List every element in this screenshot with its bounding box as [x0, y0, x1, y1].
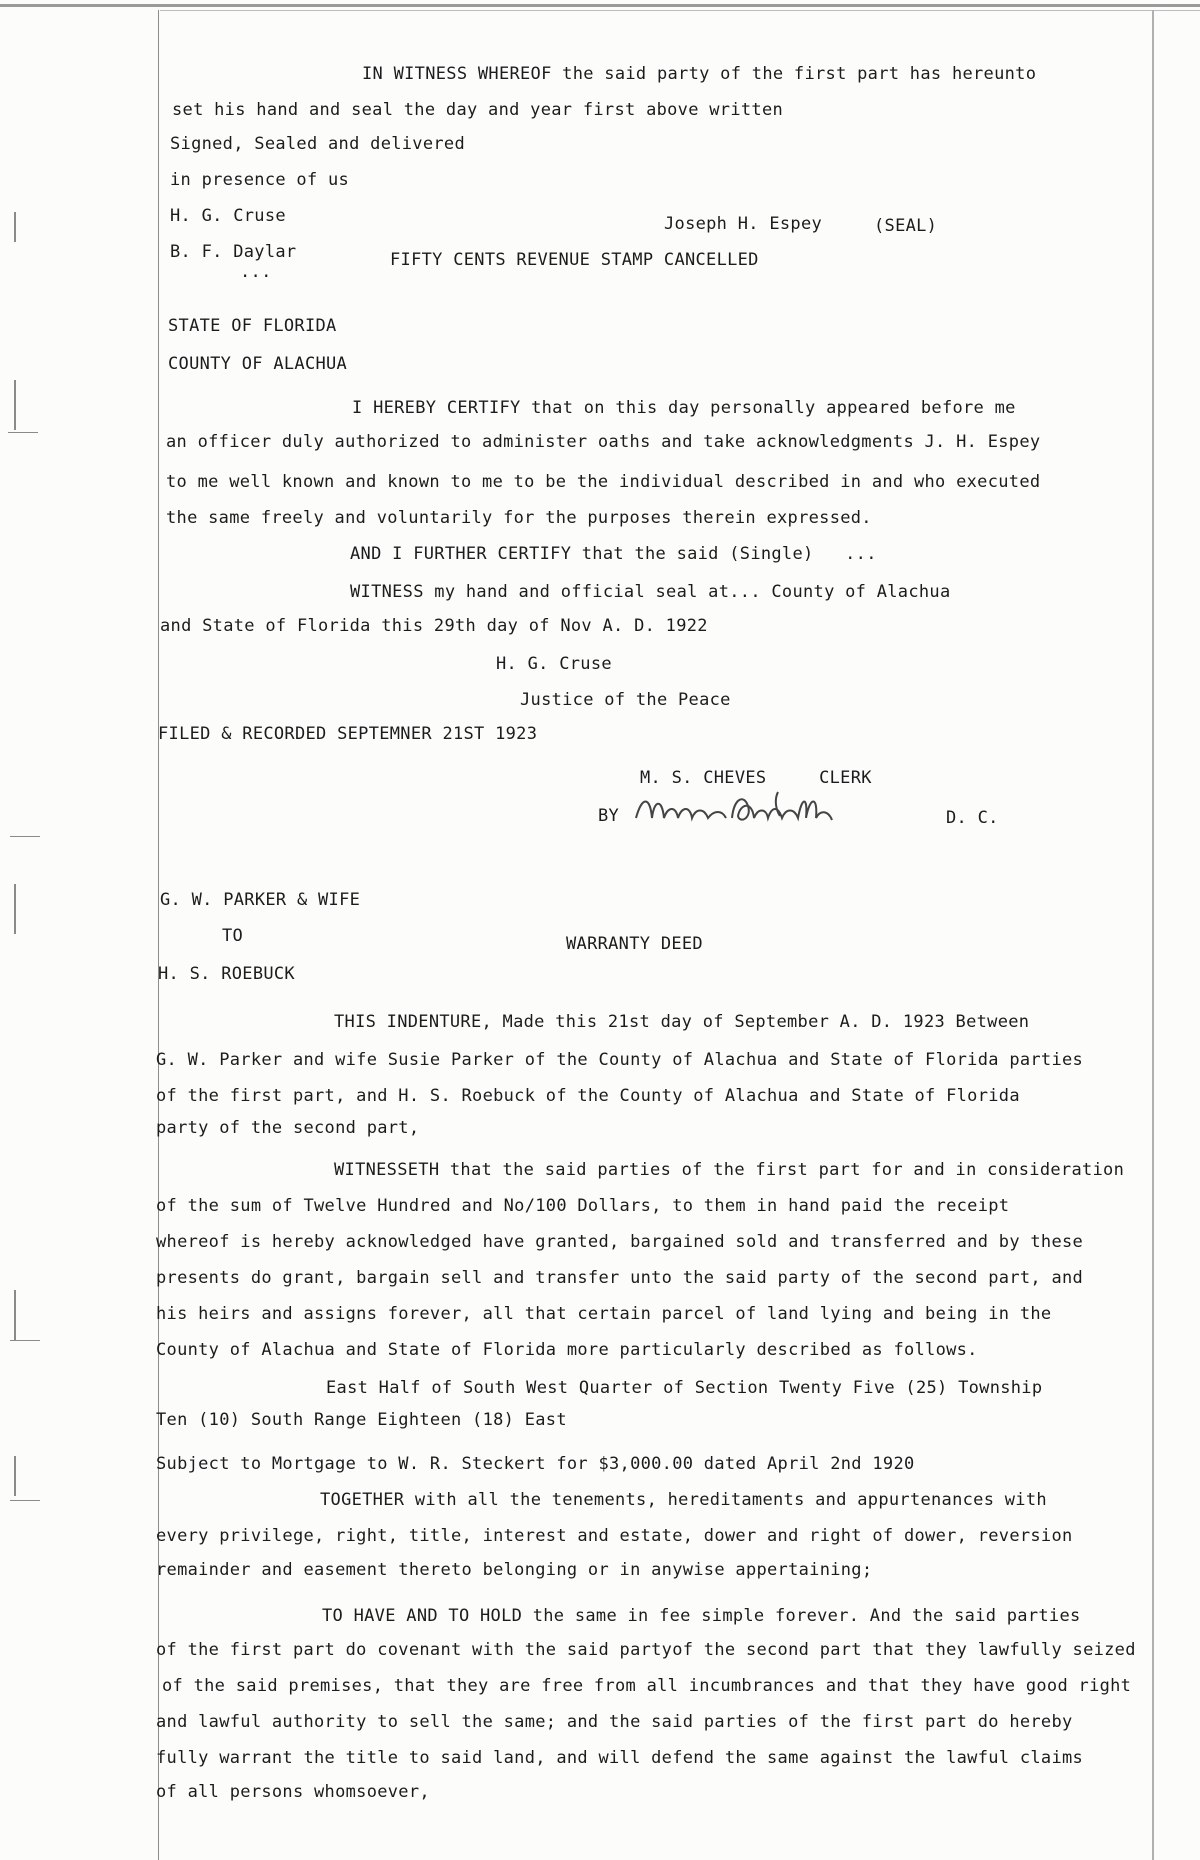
grantee-heading: H. S. ROEBUCK	[158, 964, 295, 984]
margin-mark	[8, 432, 38, 433]
by-label: BY	[598, 806, 620, 826]
deed-p2-line: County of Alachua and State of Florida more particularly described as follows.	[156, 1340, 978, 1360]
left-margin-line	[158, 10, 159, 1860]
deed-p2-line: WITNESSETH that the said parties of the first part for and in consideration	[334, 1160, 1125, 1180]
ack-line-7: and State of Florida this 29th day of Nov A. D. 1922	[160, 616, 708, 636]
margin-mark	[14, 380, 16, 430]
ack-line-4: the same freely and voluntarily for the purposes therein expressed.	[166, 508, 872, 528]
officer-name: H. G. Cruse	[496, 654, 612, 674]
deed-p4-line: remainder and easement thereto belonging or in anywise appertaining;	[156, 1560, 873, 1580]
witness-line-2: set his hand and seal the day and year first above written	[172, 100, 784, 120]
deed-p5-line: of the said premises, that they are free from all incumbrances and that they have good right	[162, 1676, 1132, 1696]
deed-p5-line: and lawful authority to sell the same; and the said parties of the first part do hereby	[156, 1712, 1073, 1732]
top-border	[0, 4, 1200, 7]
deed-p5-line: TO HAVE AND TO HOLD the same in fee simple forever. And the said parties	[322, 1606, 1081, 1626]
grantor-heading: G. W. PARKER & WIFE	[160, 890, 361, 910]
filed-recorded-line: FILED & RECORDED SEPTEMNER 21ST 1923	[158, 724, 538, 744]
deed-p1-line: party of the second part,	[156, 1118, 420, 1138]
witness-name-2: B. F. Daylar	[170, 242, 297, 262]
top-border-thin	[160, 10, 1200, 11]
deed-p5-line: of all persons whomsoever,	[156, 1782, 430, 1802]
margin-mark	[10, 1340, 40, 1341]
deed-p5-line: fully warrant the title to said land, and will defend the same against the lawful claims	[156, 1748, 1084, 1768]
deed-p3-line: Ten (10) South Range Eighteen (18) East	[156, 1410, 567, 1430]
handwritten-signature	[628, 788, 868, 834]
margin-mark	[14, 1456, 16, 1496]
presence-line: in presence of us	[170, 170, 350, 190]
ellipsis-mark: ...	[240, 262, 272, 282]
revenue-stamp-note: FIFTY CENTS REVENUE STAMP CANCELLED	[390, 250, 759, 270]
margin-mark	[14, 212, 16, 242]
ack-line-3: to me well known and known to me to be the individual described in and who executed	[166, 472, 1041, 492]
deed-p1-line: THIS INDENTURE, Made this 21st day of September A. D. 1923 Between	[334, 1012, 1030, 1032]
deed-p3-line: Subject to Mortgage to W. R. Steckert for $3,000.00 dated April 2nd 1920	[156, 1454, 915, 1474]
deed-p2-line: of the sum of Twelve Hundred and No/100 Dollars, to them in hand paid the receipt	[156, 1196, 1010, 1216]
witness-line-1: IN WITNESS WHEREOF the said party of the first part has hereunto	[362, 64, 1037, 84]
county-heading: COUNTY OF ALACHUA	[168, 354, 348, 374]
clerk-line: M. S. CHEVES CLERK	[640, 768, 872, 788]
deed-p1-line: of the first part, and H. S. Roebuck of the County of Alachua and State of Florida	[156, 1086, 1020, 1106]
signer-name: Joseph H. Espey	[664, 214, 823, 234]
deed-p2-line: his heirs and assigns forever, all that certain parcel of land lying and being in the	[156, 1304, 1052, 1324]
deed-p4-line: every privilege, right, title, interest and estate, dower and right of dower, reversion	[156, 1526, 1073, 1546]
dc-label: D. C.	[946, 808, 999, 828]
ack-line-6: WITNESS my hand and official seal at... County of Alachua	[350, 582, 951, 602]
ack-line-1: I HEREBY CERTIFY that on this day personally appeared before me	[352, 398, 1016, 418]
ack-line-2: an officer duly authorized to administer oaths and take acknowledgments J. H. Espey	[166, 432, 1041, 452]
deed-p2-line: presents do grant, bargain sell and transfer unto the said party of the second part, and	[156, 1268, 1084, 1288]
deed-p5-line: of the first part do covenant with the said partyof the second part that they lawfully seized	[156, 1640, 1136, 1660]
to-heading: TO	[222, 926, 244, 946]
seal-label: (SEAL)	[874, 216, 938, 236]
deed-p2-line: whereof is hereby acknowledged have granted, bargained sold and transferred and by these	[156, 1232, 1084, 1252]
signed-sealed-line: Signed, Sealed and delivered	[170, 134, 465, 154]
deed-p1-line: G. W. Parker and wife Susie Parker of the County of Alachua and State of Florida parties	[156, 1050, 1084, 1070]
state-heading: STATE OF FLORIDA	[168, 316, 337, 336]
margin-mark	[14, 884, 16, 934]
deed-p4-line: TOGETHER with all the tenements, hereditaments and appurtenances with	[320, 1490, 1047, 1510]
ack-line-5: AND I FURTHER CERTIFY that the said (Single) ...	[350, 544, 877, 564]
deed-p3-line: East Half of South West Quarter of Section Twenty Five (25) Township	[326, 1378, 1043, 1398]
margin-mark	[10, 836, 40, 837]
margin-mark	[14, 1290, 16, 1340]
margin-mark	[10, 1500, 40, 1501]
right-page-edge	[1152, 10, 1154, 1860]
witness-name-1: H. G. Cruse	[170, 206, 286, 226]
officer-title: Justice of the Peace	[520, 690, 731, 710]
deed-type: WARRANTY DEED	[566, 934, 703, 954]
